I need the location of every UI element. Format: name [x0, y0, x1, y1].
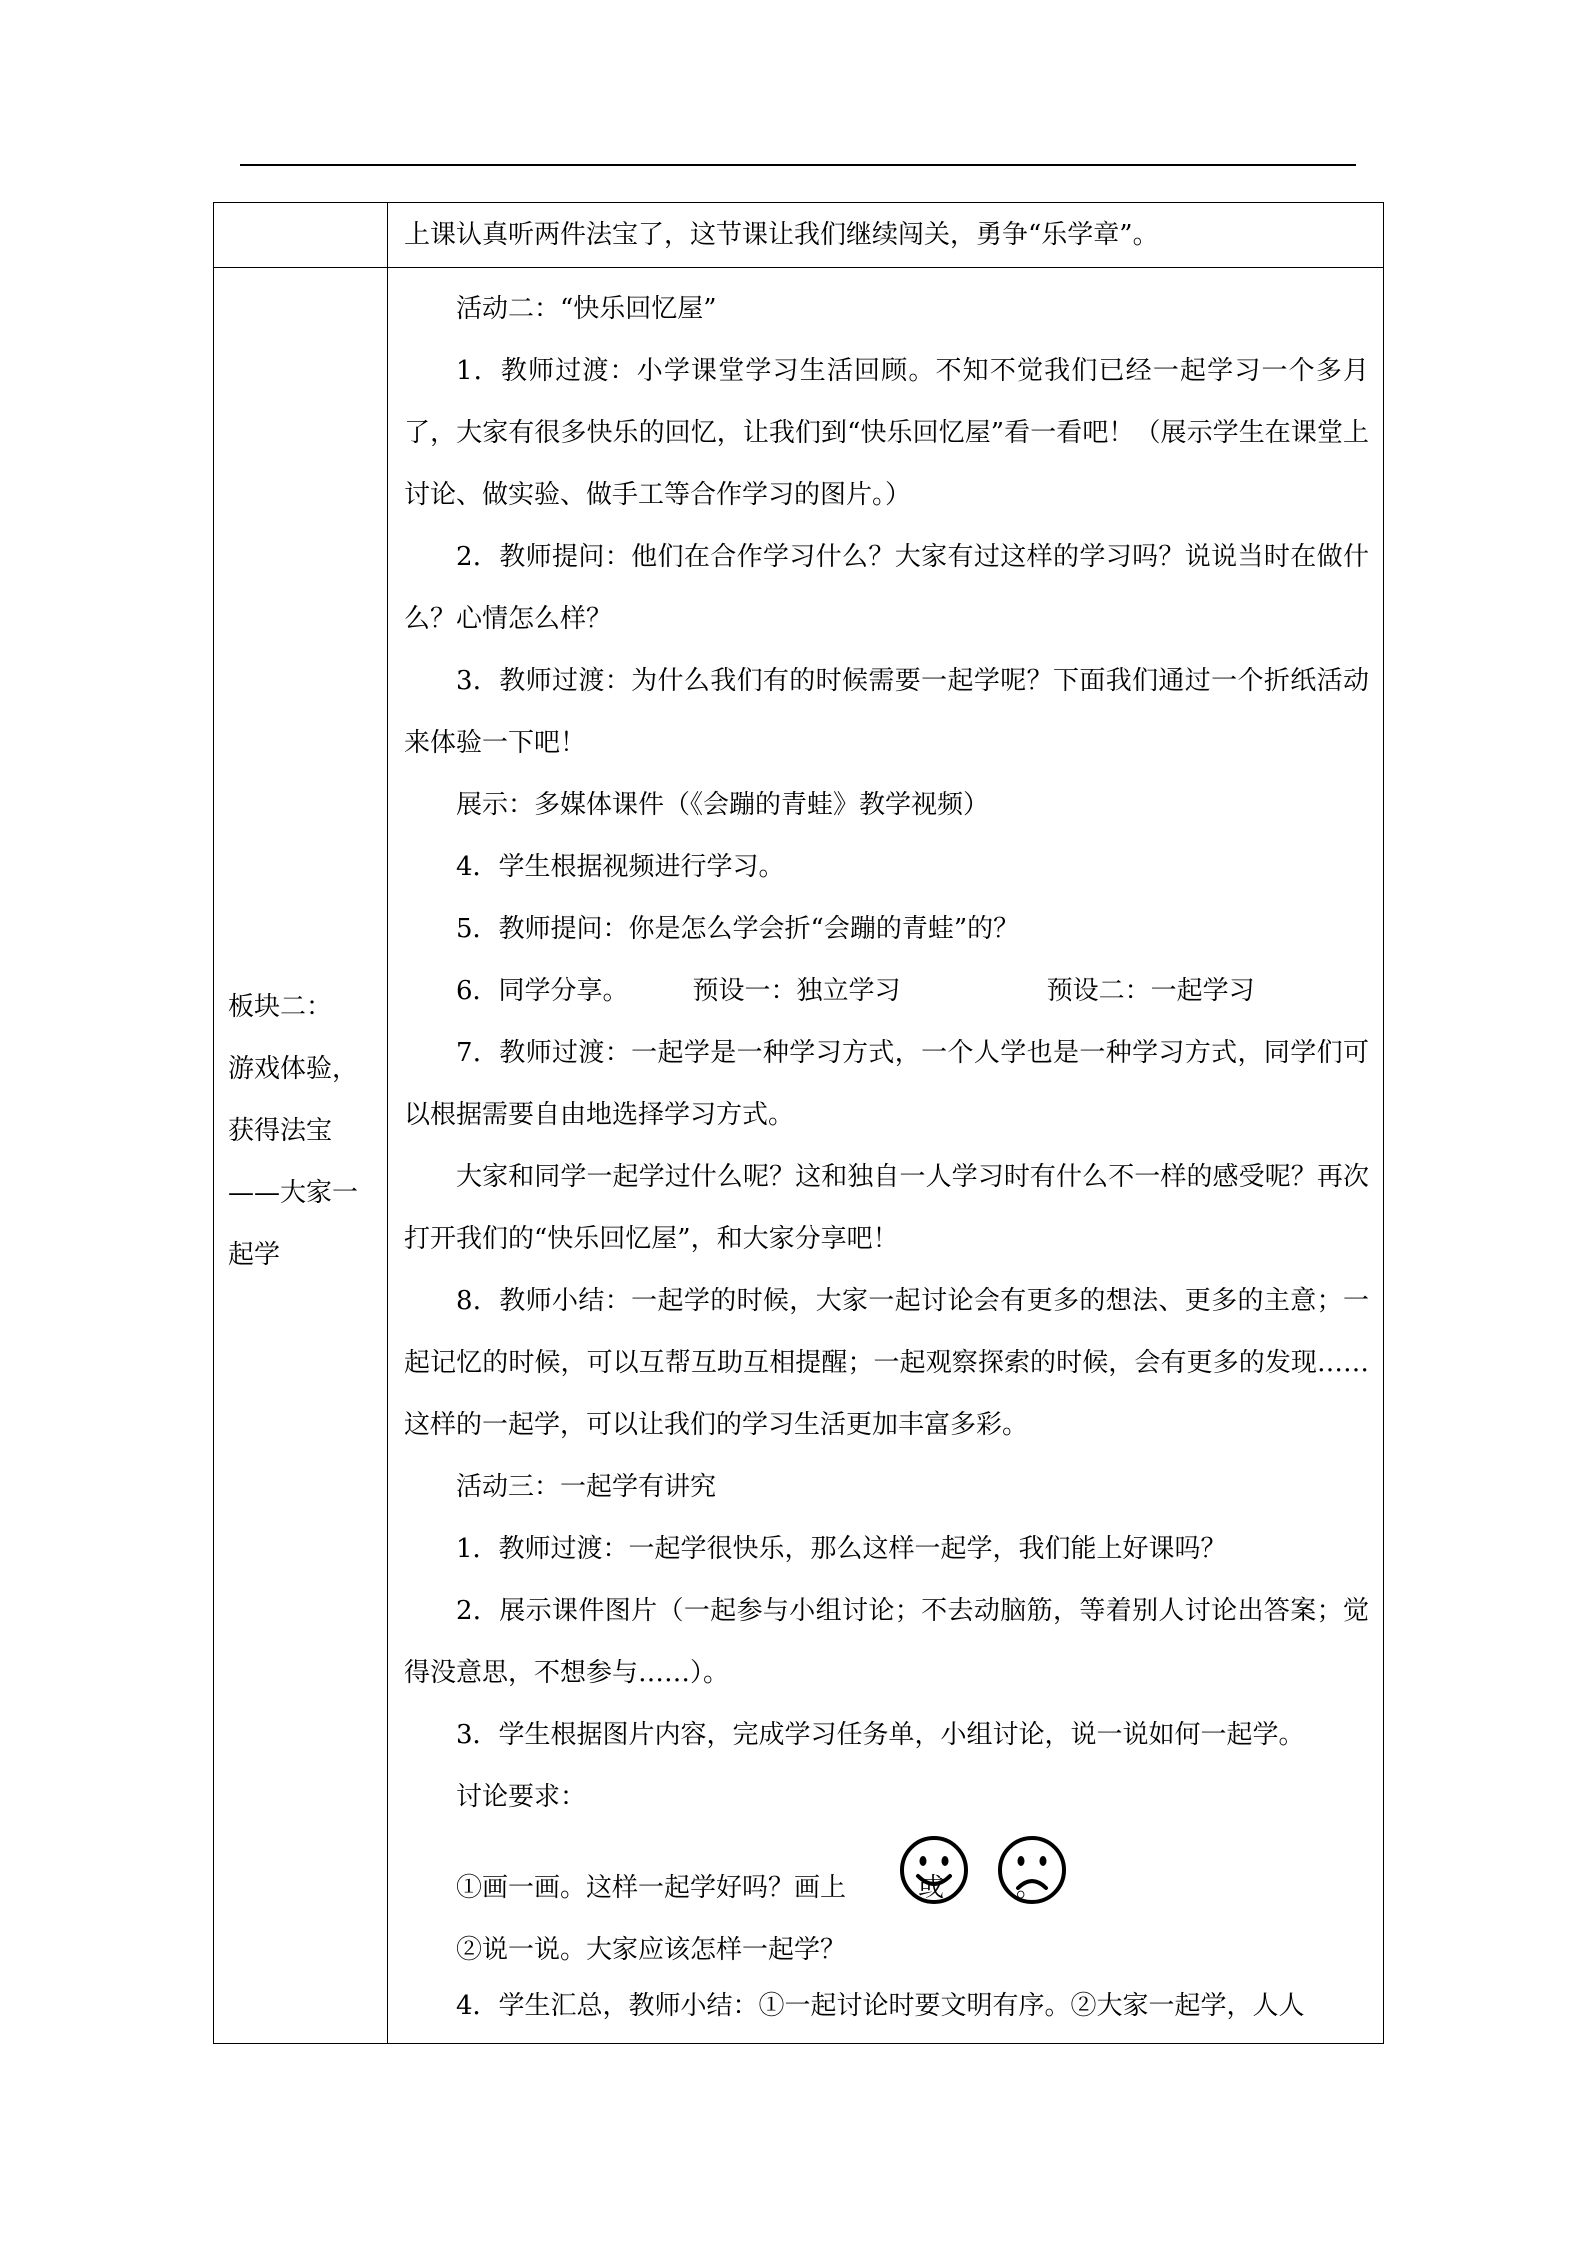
preset-two: 预设二：一起学习 — [1046, 976, 1255, 1006]
table-row — [214, 203, 1384, 268]
sad-face-icon — [944, 1834, 1016, 1906]
paragraph: 3．学生根据图片内容，完成学习任务单，小组讨论，说一说如何一起学。 — [456, 1720, 1305, 1750]
or-text: 或 — [918, 1873, 945, 1903]
section-label-line: 获得法宝 — [228, 1115, 333, 1146]
activity-two-title: 活动二：“快乐回忆屋” — [456, 294, 717, 324]
table-row — [214, 268, 1384, 2044]
label-cell-empty — [214, 203, 388, 268]
draw-text: ①画一画。这样一起学好吗？画上 — [456, 1873, 847, 1903]
paragraph: 1．教师过渡：一起学很快乐，那么这样一起学，我们能上好课吗？ — [456, 1534, 1227, 1564]
row1-text: 上课认真听两件法宝了，这节课让我们继续闯关，勇争“乐学章”。 — [404, 220, 1159, 250]
paragraph: 展示：多媒体课件（《会蹦的青蛙》教学视频） — [456, 790, 990, 820]
lesson-table — [213, 202, 1384, 2044]
paragraph — [404, 1834, 1369, 1925]
paragraph: 2．展示课件图片（一起参与小组讨论；不去动脑筋，等着别人讨论出答案；觉得没意思，不想参与……）。 — [404, 1596, 1369, 1688]
paragraph: ②说一说。大家应该怎样一起学？ — [456, 1935, 847, 1965]
section-label — [214, 976, 387, 1286]
section-label-line: 起学 — [228, 1239, 281, 1270]
share-text: 6．同学分享。 — [456, 976, 629, 1006]
content-cell — [388, 268, 1384, 2044]
smiley-face-icon — [846, 1834, 918, 1906]
paragraph: 4．学生汇总，教师小结：①一起讨论时要文明有序。②大家一起学，人人 — [456, 1991, 1305, 2021]
activity-content — [388, 268, 1383, 2037]
paragraph: 4．学生根据视频进行学习。 — [456, 852, 785, 882]
paragraph: 讨论要求： — [456, 1782, 587, 1812]
paragraph: 3．教师过渡：为什么我们有的时候需要一起学呢？下面我们通过一个折纸活动来体验一下吧！ — [404, 666, 1369, 758]
preset-one: 预设一：独立学习 — [692, 976, 901, 1006]
paragraph: 8．教师小结：一起学的时候，大家一起讨论会有更多的想法、更多的主意；一起记忆的时候，可以互帮互助互相提醒；一起观察探索的时候，会有更多的发现……这样的一起学，可以让我们的学习生活更加丰富多彩。 — [404, 1286, 1369, 1440]
paragraph: 2．教师提问：他们在合作学习什么？大家有过这样的学习吗？说说当时在做什么？心情怎么样？ — [404, 542, 1369, 634]
header-rule — [240, 164, 1356, 166]
paragraph: 大家和同学一起学过什么呢？这和独自一人学习时有什么不一样的感受呢？再次打开我们的“快乐回忆屋”，和大家分享吧！ — [404, 1162, 1369, 1254]
section-label-line: ——大家一 — [228, 1177, 359, 1208]
section-label-cell — [214, 268, 388, 2044]
paragraph: 1．教师过渡：小学课堂学习生活回顾。不知不觉我们已经一起学习一个多月了，大家有很多快乐的回忆，让我们到“快乐回忆屋”看一看吧！（展示学生在课堂上讨论、做实验、做手工等合作学习的图片。） — [404, 356, 1369, 510]
period-text: 。 — [1016, 1873, 1043, 1903]
section-label-line: 游戏体验， — [228, 1053, 359, 1084]
paragraph — [404, 960, 1369, 1022]
content-cell — [388, 203, 1384, 268]
section-label-line: 板块二： — [228, 991, 333, 1022]
paragraph: 5．教师提问：你是怎么学会折“会蹦的青蛙”的？ — [456, 914, 1020, 944]
activity-three-title: 活动三：一起学有讲究 — [456, 1472, 717, 1502]
paragraph: 7．教师过渡：一起学是一种学习方式，一个人学也是一种学习方式，同学们可以根据需要自由地选择学习方式。 — [404, 1038, 1369, 1130]
